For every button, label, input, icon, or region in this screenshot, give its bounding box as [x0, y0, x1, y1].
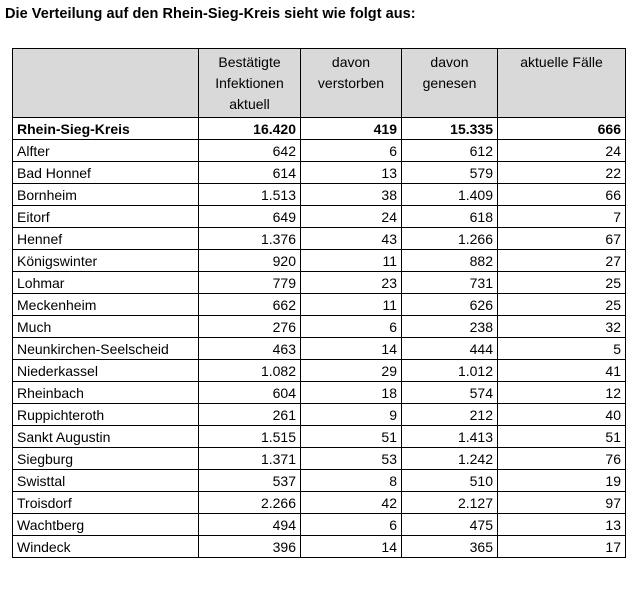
cell-recovered: 2.127 [402, 492, 498, 514]
cell-recovered: 1.266 [402, 228, 498, 250]
table-row [13, 338, 626, 360]
header-cell-deceased: davon verstorben [301, 49, 402, 118]
cell-active-cases: 12 [498, 382, 626, 404]
cell-confirmed: 16.420 [199, 118, 301, 140]
cell-active-cases: 97 [498, 492, 626, 514]
cell-confirmed: 396 [199, 536, 301, 558]
table-row [13, 382, 626, 404]
cell-deceased: 11 [301, 294, 402, 316]
cell-confirmed: 2.266 [199, 492, 301, 514]
cell-recovered: 15.335 [402, 118, 498, 140]
cell-deceased: 51 [301, 426, 402, 448]
cell-municipality: Lohmar [13, 272, 199, 294]
cell-municipality: Hennef [13, 228, 199, 250]
cell-municipality: Wachtberg [13, 514, 199, 536]
cell-recovered: 1.012 [402, 360, 498, 382]
cell-recovered: 444 [402, 338, 498, 360]
table-row [13, 272, 626, 294]
cell-confirmed: 537 [199, 470, 301, 492]
cell-deceased: 29 [301, 360, 402, 382]
page-heading: Die Verteilung auf den Rhein-Sieg-Kreis sieht wie folgt aus: [5, 6, 416, 22]
cell-active-cases: 51 [498, 426, 626, 448]
cell-deceased: 18 [301, 382, 402, 404]
cell-municipality: Rhein-Sieg-Kreis [13, 118, 199, 140]
cell-deceased: 8 [301, 470, 402, 492]
cell-deceased: 6 [301, 316, 402, 338]
table-row [13, 162, 626, 184]
header-cell-municipality [13, 49, 199, 118]
cell-deceased: 6 [301, 140, 402, 162]
table-row [13, 250, 626, 272]
cell-recovered: 1.409 [402, 184, 498, 206]
cell-municipality: Alfter [13, 140, 199, 162]
cell-confirmed: 1.082 [199, 360, 301, 382]
cell-confirmed: 1.371 [199, 448, 301, 470]
cell-active-cases: 22 [498, 162, 626, 184]
table-row [13, 536, 626, 558]
cell-active-cases: 27 [498, 250, 626, 272]
cell-municipality: Sankt Augustin [13, 426, 199, 448]
header-cell-confirmed: Bestätigte Infektionen aktuell [199, 49, 301, 118]
cell-active-cases: 24 [498, 140, 626, 162]
table-row [13, 228, 626, 250]
cell-confirmed: 494 [199, 514, 301, 536]
cell-recovered: 612 [402, 140, 498, 162]
cell-confirmed: 1.376 [199, 228, 301, 250]
cell-recovered: 475 [402, 514, 498, 536]
header-cell-active-cases: aktuelle Fälle [498, 49, 626, 118]
cell-confirmed: 276 [199, 316, 301, 338]
cell-active-cases: 13 [498, 514, 626, 536]
cell-municipality: Niederkassel [13, 360, 199, 382]
cell-active-cases: 32 [498, 316, 626, 338]
cell-confirmed: 261 [199, 404, 301, 426]
cell-active-cases: 7 [498, 206, 626, 228]
table-row-total [13, 118, 626, 140]
cell-municipality: Meckenheim [13, 294, 199, 316]
cell-recovered: 618 [402, 206, 498, 228]
cell-confirmed: 614 [199, 162, 301, 184]
cell-confirmed: 779 [199, 272, 301, 294]
table-row [13, 492, 626, 514]
cell-municipality: Königswinter [13, 250, 199, 272]
table-row [13, 470, 626, 492]
cell-deceased: 14 [301, 536, 402, 558]
cell-deceased: 6 [301, 514, 402, 536]
table-row [13, 448, 626, 470]
cell-municipality: Bad Honnef [13, 162, 199, 184]
cell-active-cases: 19 [498, 470, 626, 492]
table-row [13, 294, 626, 316]
cell-deceased: 9 [301, 404, 402, 426]
cell-municipality: Siegburg [13, 448, 199, 470]
cell-recovered: 365 [402, 536, 498, 558]
cell-active-cases: 41 [498, 360, 626, 382]
cell-active-cases: 40 [498, 404, 626, 426]
cell-deceased: 23 [301, 272, 402, 294]
cell-municipality: Swisttal [13, 470, 199, 492]
cell-recovered: 238 [402, 316, 498, 338]
cell-municipality: Windeck [13, 536, 199, 558]
table-row [13, 316, 626, 338]
cell-active-cases: 25 [498, 272, 626, 294]
cell-confirmed: 662 [199, 294, 301, 316]
cell-municipality: Rheinbach [13, 382, 199, 404]
header-row [13, 49, 626, 118]
cell-deceased: 419 [301, 118, 402, 140]
table-header [13, 49, 626, 118]
cell-active-cases: 17 [498, 536, 626, 558]
cell-recovered: 1.242 [402, 448, 498, 470]
cell-confirmed: 920 [199, 250, 301, 272]
cell-active-cases: 666 [498, 118, 626, 140]
table-row [13, 360, 626, 382]
table-row [13, 514, 626, 536]
cell-confirmed: 649 [199, 206, 301, 228]
infection-table [12, 48, 626, 558]
cell-deceased: 14 [301, 338, 402, 360]
cell-municipality: Neunkirchen-Seelscheid [13, 338, 199, 360]
cell-confirmed: 642 [199, 140, 301, 162]
table-body [13, 118, 626, 558]
cell-active-cases: 76 [498, 448, 626, 470]
cell-municipality: Much [13, 316, 199, 338]
cell-active-cases: 66 [498, 184, 626, 206]
cell-recovered: 212 [402, 404, 498, 426]
cell-deceased: 38 [301, 184, 402, 206]
cell-deceased: 24 [301, 206, 402, 228]
cell-deceased: 42 [301, 492, 402, 514]
table-row [13, 184, 626, 206]
cell-recovered: 510 [402, 470, 498, 492]
cell-deceased: 53 [301, 448, 402, 470]
cell-recovered: 731 [402, 272, 498, 294]
table-row [13, 206, 626, 228]
cell-deceased: 11 [301, 250, 402, 272]
table-row [13, 404, 626, 426]
cell-confirmed: 463 [199, 338, 301, 360]
cell-active-cases: 5 [498, 338, 626, 360]
cell-municipality: Bornheim [13, 184, 199, 206]
cell-active-cases: 67 [498, 228, 626, 250]
cell-deceased: 43 [301, 228, 402, 250]
table-row [13, 140, 626, 162]
cell-recovered: 579 [402, 162, 498, 184]
cell-confirmed: 1.513 [199, 184, 301, 206]
cell-recovered: 626 [402, 294, 498, 316]
cell-recovered: 882 [402, 250, 498, 272]
cell-municipality: Troisdorf [13, 492, 199, 514]
cell-active-cases: 25 [498, 294, 626, 316]
table-row [13, 426, 626, 448]
cell-confirmed: 1.515 [199, 426, 301, 448]
header-cell-recovered: davon genesen [402, 49, 498, 118]
cell-confirmed: 604 [199, 382, 301, 404]
cell-recovered: 1.413 [402, 426, 498, 448]
cell-municipality: Ruppichteroth [13, 404, 199, 426]
cell-recovered: 574 [402, 382, 498, 404]
cell-municipality: Eitorf [13, 206, 199, 228]
cell-deceased: 13 [301, 162, 402, 184]
